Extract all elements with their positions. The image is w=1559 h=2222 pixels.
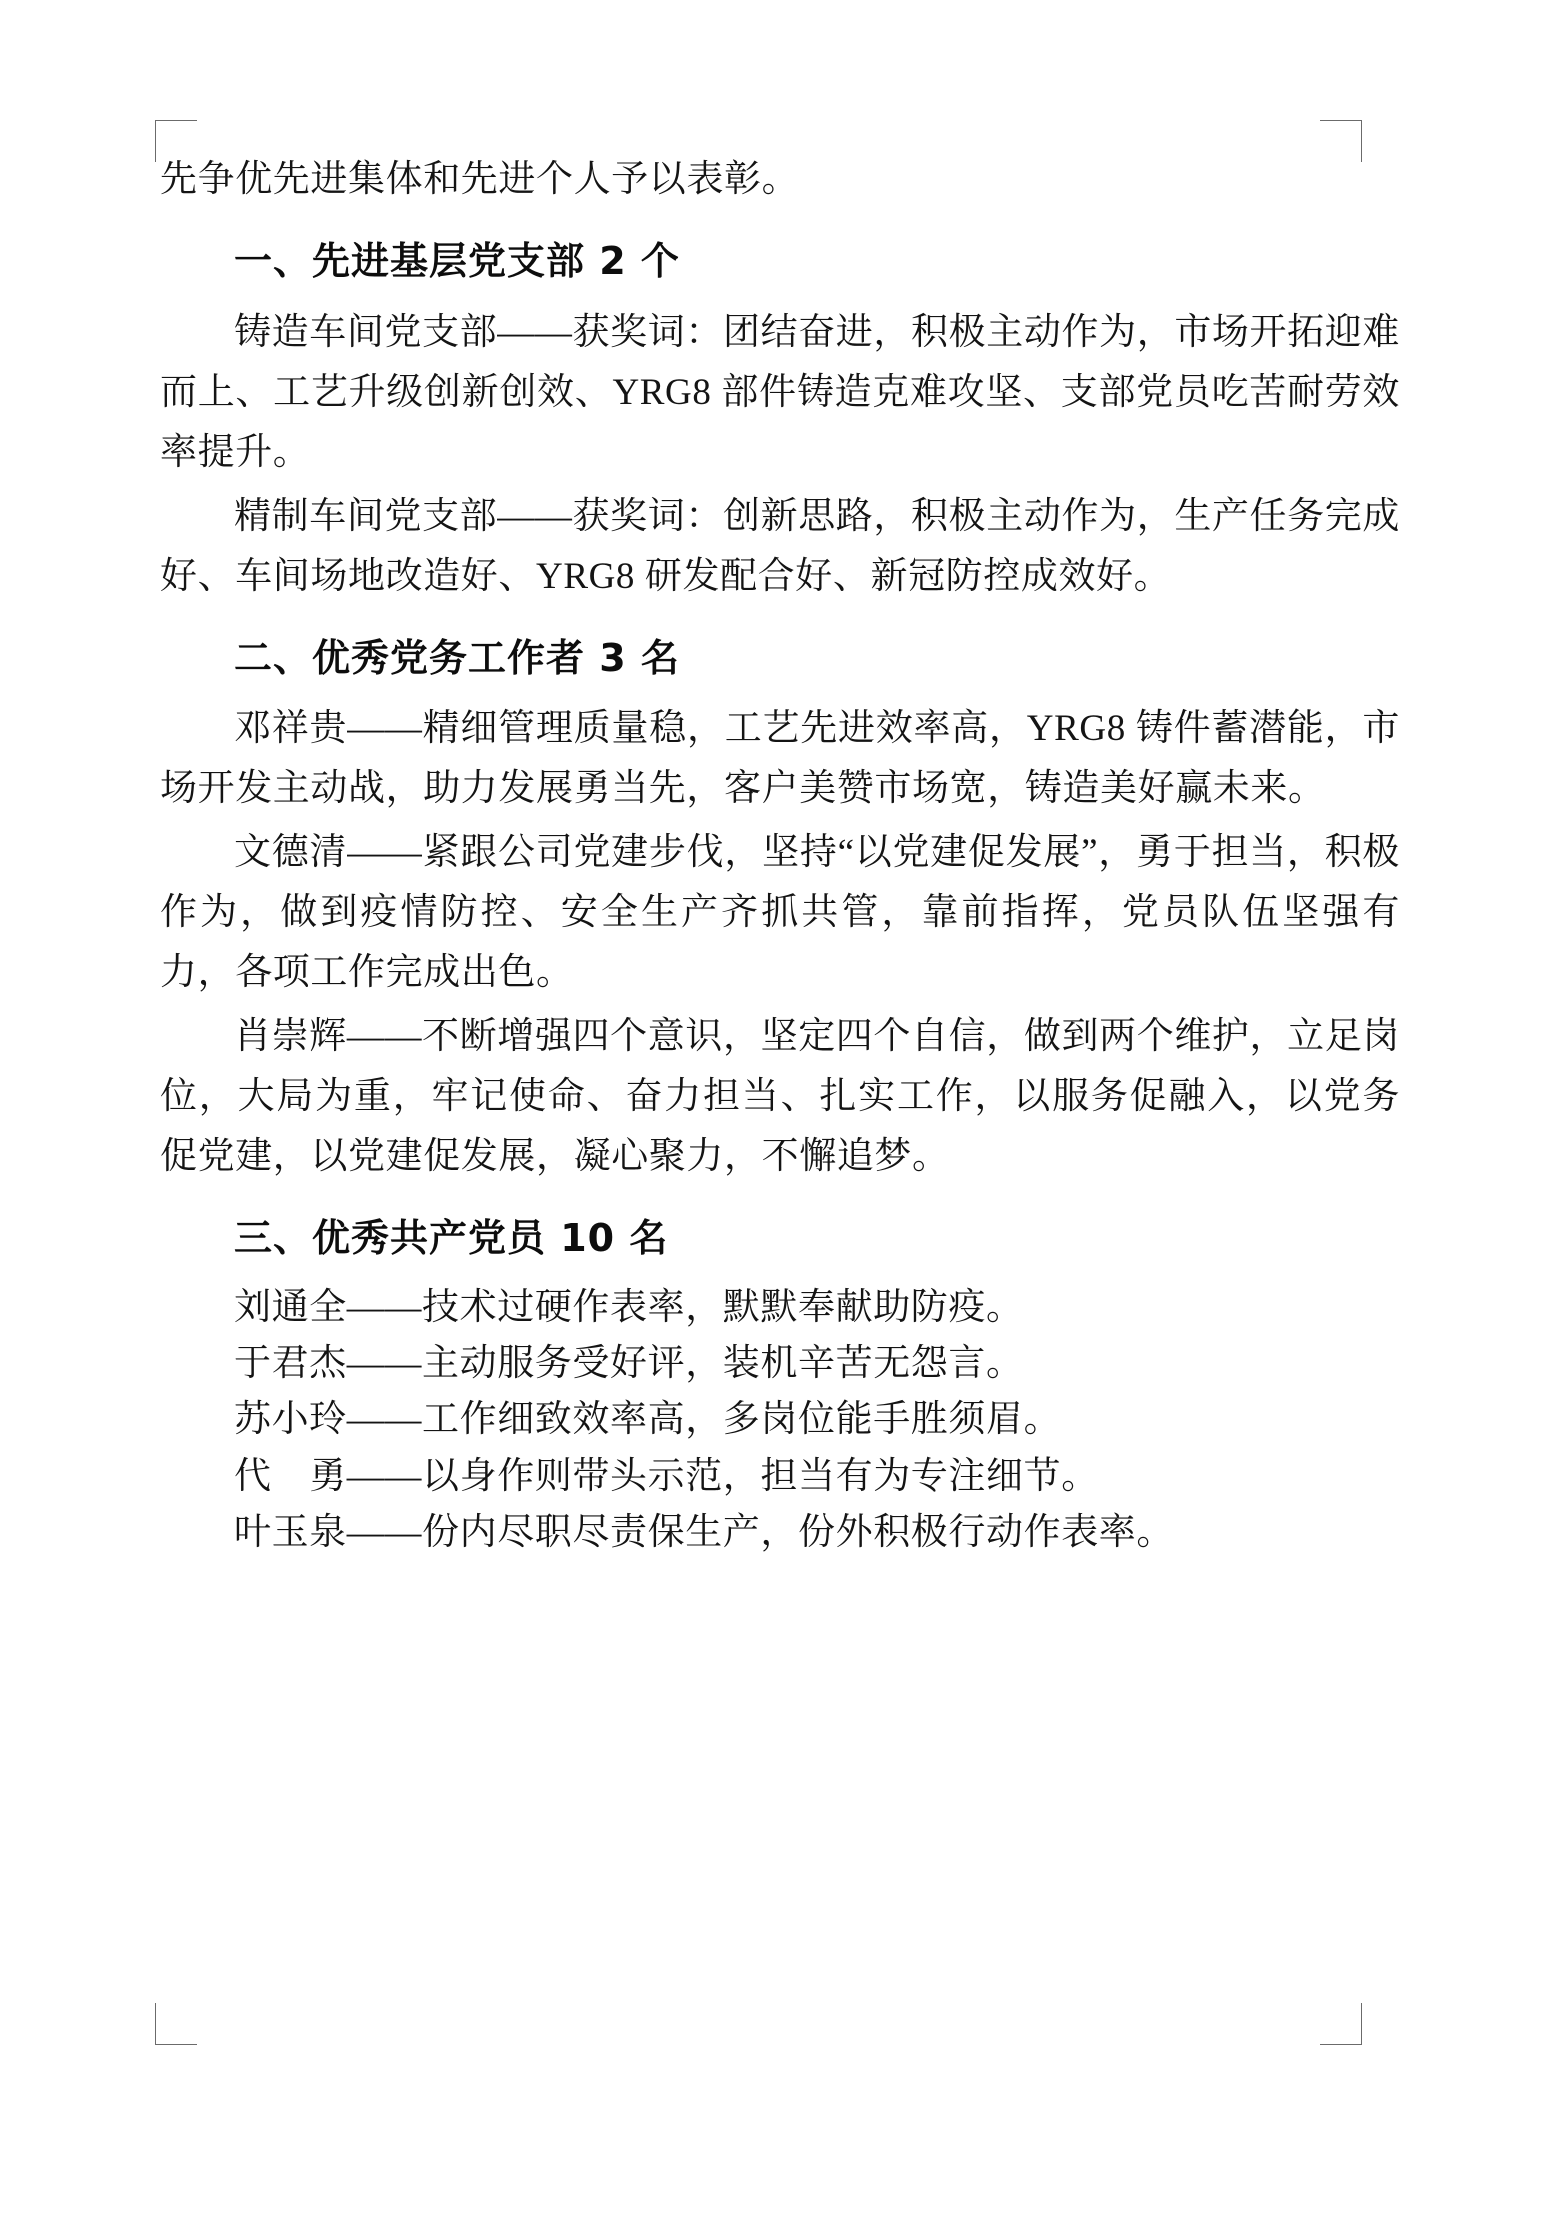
section-2-paragraph-1: 邓祥贵——精细管理质量稳，工艺先进效率高，YRG8 铸件蓄潜能，市场开发主动战，助力发展勇当先，客户美赞市场宽，铸造美好赢未来。: [160, 708, 1400, 810]
section-2-paragraph-2: 文德清——紧跟公司党建步伐，坚持“以党建促发展”，勇于担当，积极作为，做到疫情防控、安全生产齐抓共管，靠前指挥，党员队伍坚强有力，各项工作完成出色。: [160, 832, 1400, 994]
section-1-paragraph-1: 铸造车间党支部——获奖词：团结奋进，积极主动作为，市场开拓迎难而上、工艺升级创新创效、YRG8 部件铸造克难攻坚、支部党员吃苦耐劳效率提升。: [160, 311, 1400, 473]
section-3-item-1: 刘通全——技术过硬作表率，默默奉献助防疫。: [234, 1286, 1024, 1328]
section-3-item-4: 代 勇——以身作则带头示范，担当有为专注细节。: [234, 1455, 1099, 1497]
section-1-paragraph-2: 精制车间党支部——获奖词：创新思路，积极主动作为，生产任务完成好、车间场地改造好、YRG8 研发配合好、新冠防控成效好。: [160, 495, 1400, 597]
section-heading-2: 二、优秀党务工作者 3 名: [234, 635, 680, 680]
section-3-item-5: 叶玉泉——份内尽职尽责保生产，份外积极行动作表率。: [234, 1511, 1174, 1553]
document-body: [160, 150, 1400, 1561]
section-2-paragraph-3: 肖崇辉——不断增强四个意识，坚定四个自信，做到两个维护，立足岗位，大局为重，牢记使命、奋力担当、扎实工作，以服务促融入，以党务促党建，以党建促发展，凝心聚力，不懈追梦。: [160, 1016, 1400, 1177]
section-3-item-2: 于君杰——主动服务受好评，装机辛苦无怨言。: [234, 1343, 1024, 1385]
intro-paragraph: 先争优先进集体和先进个人予以表彰。: [160, 159, 800, 200]
section-heading-1: 一、先进基层党支部 2 个: [234, 238, 680, 283]
section-heading-3: 三、优秀共产党员 10 名: [234, 1215, 669, 1260]
section-3-item-3: 苏小玲——工作细致效率高，多岗位能手胜须眉。: [234, 1399, 1062, 1441]
